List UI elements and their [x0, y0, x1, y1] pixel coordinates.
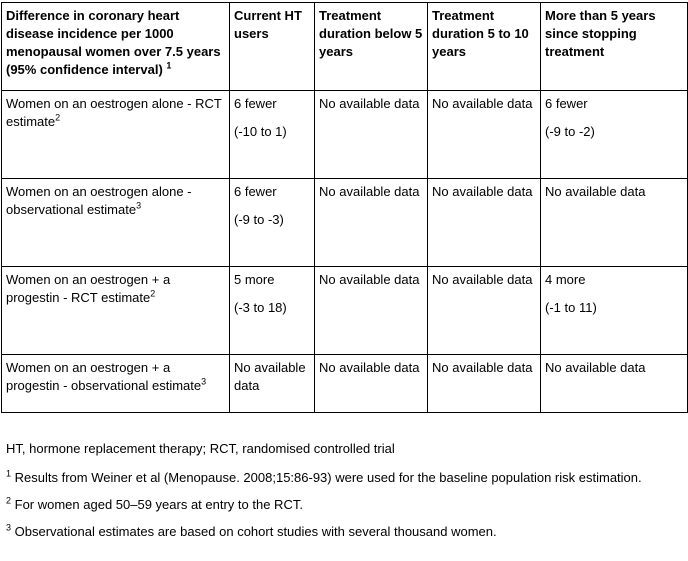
confidence-interval: (-9 to -3) [234, 212, 284, 227]
cell-since-stopping: No available data [541, 355, 688, 413]
cell-current-ht: No available data [230, 355, 315, 413]
cell-since-stopping: 4 more (-1 to 11) [541, 267, 688, 355]
chd-incidence-table [1, 2, 688, 413]
table-row [2, 91, 688, 179]
footnote-1: $^1$ Results from Weiner et al (Menopause. 2008;15:86-93) were used for the baseline population risk estimation. [6, 468, 642, 485]
footnotes [6, 440, 682, 550]
cell-current-ht: 6 fewer (-10 to 1) [230, 91, 315, 179]
cell-current-ht: 6 fewer (-9 to -3) [230, 179, 315, 267]
cell-below-5: No available data [315, 91, 428, 179]
footnote-3: $^3$ Observational estimates are based on cohort studies with several thousand women. [6, 522, 497, 539]
cell-since-stopping: 6 fewer (-9 to -2) [541, 91, 688, 179]
table-row [2, 355, 688, 413]
confidence-interval: (-1 to 11) [545, 300, 597, 315]
cell-5-to-10: No available data [428, 179, 541, 267]
row-label: Women on an oestrogen + a progestin - RCT estimate$^2$ [2, 267, 230, 355]
cell-below-5: No available data [315, 267, 428, 355]
confidence-interval: (-3 to 18) [234, 300, 287, 315]
cell-5-to-10: No available data [428, 355, 541, 413]
confidence-interval: (-9 to -2) [545, 124, 595, 139]
header-duration-below-5: Treatment duration below 5 years [315, 3, 428, 91]
cell-below-5: No available data [315, 179, 428, 267]
header-duration-5-to-10: Treatment duration 5 to 10 years [428, 3, 541, 91]
abbreviations-note: HT, hormone replacement therapy; RCT, randomised controlled trial [6, 441, 395, 456]
cell-5-to-10: No available data [428, 91, 541, 179]
cell-5-to-10: No available data [428, 267, 541, 355]
table-row [2, 267, 688, 355]
header-row [2, 3, 688, 91]
header-difference: Difference in coronary heart disease incidence per 1000 menopausal women over 7.5 years (95% confidence interval) $^1$ [2, 3, 230, 91]
header-since-stopping: More than 5 years since stopping treatment [541, 3, 688, 91]
confidence-interval: (-10 to 1) [234, 124, 287, 139]
header-current-ht-users: Current HT users [230, 3, 315, 91]
row-label: Women on an oestrogen alone - RCT estimate$^2$ [2, 91, 230, 179]
cell-current-ht: 5 more (-3 to 18) [230, 267, 315, 355]
cell-since-stopping: No available data [541, 179, 688, 267]
table-row [2, 179, 688, 267]
row-label: Women on an oestrogen + a progestin - observational estimate$^3$ [2, 355, 230, 413]
row-label: Women on an oestrogen alone - observational estimate$^3$ [2, 179, 230, 267]
footnote-2: $^2$ For women aged 50–59 years at entry to the RCT. [6, 495, 303, 512]
cell-below-5: No available data [315, 355, 428, 413]
